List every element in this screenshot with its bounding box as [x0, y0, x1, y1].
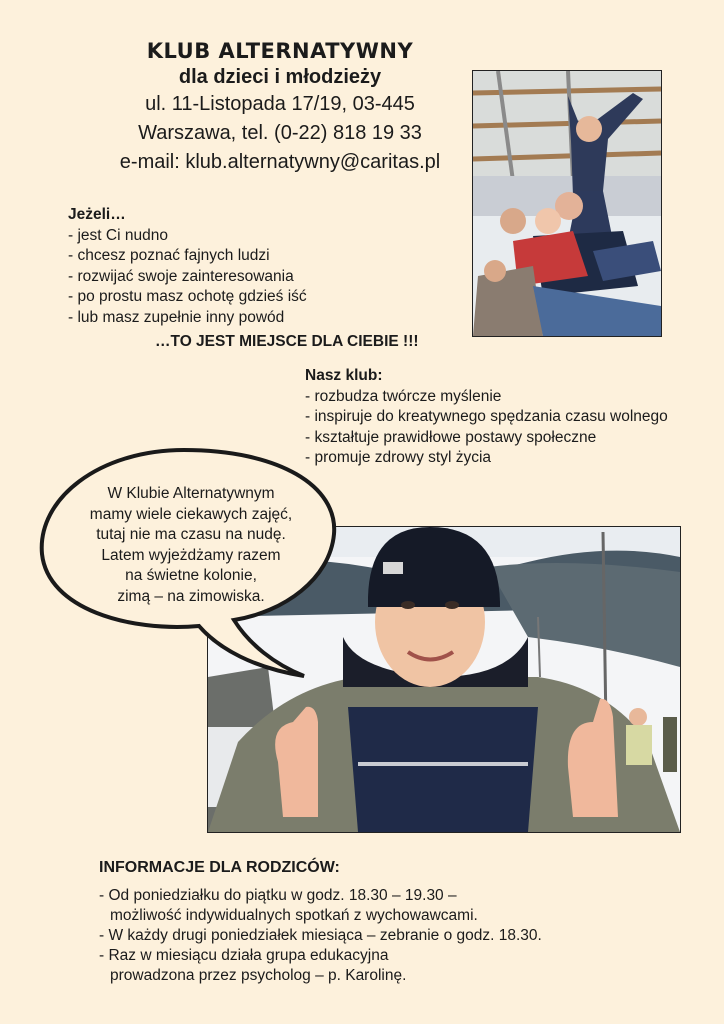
- parents-heading: INFORMACJE DLA RODZICÓW:: [99, 859, 340, 876]
- club-subtitle: dla dzieci i młodzieży: [178, 66, 382, 88]
- speech-line: Latem wyjeżdżamy razem: [101, 546, 281, 564]
- list-item: - po prostu masz ochotę gdzieś iść: [68, 288, 307, 305]
- list-item: - chcesz poznać fajnych ludzi: [68, 247, 270, 264]
- if-list: [68, 226, 398, 329]
- parents-section: [99, 858, 659, 986]
- list-item: - inspiruje do kreatywnego spędzania czasu wolnego: [305, 408, 668, 425]
- speech-line: W Klubie Alternatywnym: [107, 485, 275, 502]
- speech-line: mamy wiele ciekawych zajęć,: [89, 505, 293, 523]
- list-item: - jest Ci nudno: [68, 226, 168, 244]
- club-header: [60, 38, 500, 177]
- list-item: - lub masz zupełnie inny powód: [68, 308, 285, 326]
- list-item: - Od poniedziałku do piątku w godz. 18.30 – 19.30 – możliwość indywidualnych spotkań z wychowawcami.: [99, 887, 478, 924]
- list-item: - rozbudza twórcze myślenie: [305, 387, 502, 405]
- speech-bubble-text: [56, 484, 326, 607]
- email-line: e-mail: klub.alternatywny@caritas.pl: [119, 151, 441, 173]
- list-item: - rozwijać swoje zainteresowania: [68, 267, 294, 285]
- club-heading: Nasz klub:: [305, 367, 383, 384]
- list-item: - kształtuje prawidłowe postawy społeczne: [305, 428, 597, 446]
- address-city-phone: Warszawa, tel. (0-22) 818 19 33: [138, 122, 422, 144]
- speech-line: na świetne kolonie,: [125, 567, 257, 584]
- club-name: KLUB ALTERNATYWNY: [146, 39, 414, 63]
- speech-line: tutaj nie ma czasu na nudę.: [96, 526, 286, 543]
- club-list: [305, 387, 715, 469]
- speech-line: zimą – na zimowiska.: [117, 587, 265, 605]
- if-section: [68, 205, 398, 328]
- slogan: …TO JEST MIEJSCE DLA CIEBIE !!!: [155, 333, 419, 350]
- group-photo-image: [473, 71, 661, 336]
- if-heading: Jeżeli…: [68, 206, 126, 223]
- parents-list: [99, 886, 659, 986]
- list-item: - Raz w miesiącu działa grupa edukacyjna prowadzona przez psycholog – p. Karolinę.: [99, 947, 407, 984]
- group-photo: [472, 70, 662, 337]
- address-street: ul. 11-Listopada 17/19, 03-445: [145, 93, 415, 115]
- list-item: - W każdy drugi poniedziałek miesiąca – zebranie o godz. 18.30.: [99, 927, 542, 944]
- list-item: - promuje zdrowy styl życia: [305, 449, 492, 466]
- club-section: [305, 366, 715, 469]
